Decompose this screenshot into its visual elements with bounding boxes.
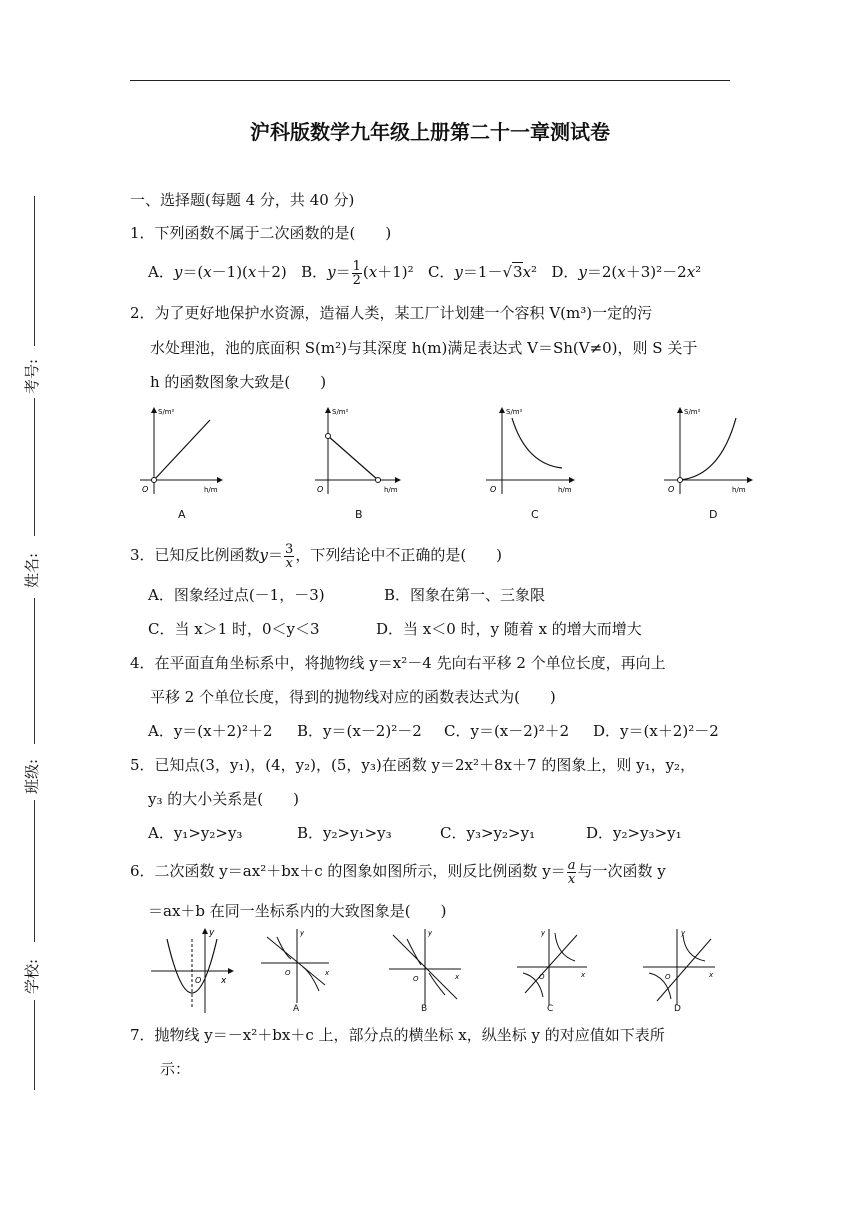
q2-graph-b bbox=[315, 408, 400, 494]
page-title: 沪科版数学九年级上册第二十一章测试卷 bbox=[250, 120, 610, 144]
q6-c-axis-x: x bbox=[581, 971, 586, 979]
q1-option-a-label: A． bbox=[148, 263, 174, 281]
q6-d-axis-y: y bbox=[681, 929, 686, 937]
q1-option-d-label: D． bbox=[551, 263, 579, 281]
q6-graphs bbox=[145, 925, 725, 1020]
q7-line-1: 7．抛物线 y＝－x²＋bx＋c 上，部分点的横坐标 x，纵坐标 y 的对应值如下表所 bbox=[130, 1026, 665, 1044]
q5-option-a: A．y₁>y₂>y₃ bbox=[148, 824, 243, 842]
q5-option-b: B．y₂>y₁>y₃ bbox=[297, 824, 392, 842]
q2-c-axis-y: S/m² bbox=[506, 408, 523, 416]
q6-b-axis-y: y bbox=[428, 929, 433, 937]
q5-line-1: 5．已知点(3，y₁)，(4，y₂)，(5，y₃)在函数 y＝2x²＋8x＋7 的图象上，则 y₁，y₂， bbox=[130, 756, 696, 774]
q4-option-c: C．y＝(x－2)²＋2 bbox=[444, 722, 570, 740]
section-heading: 一、选择题(每题 4 分，共 40 分) bbox=[130, 191, 355, 209]
q3-option-c: C．当 x＞1 时，0＜y＜3 bbox=[148, 620, 320, 638]
exam-number-label: 考号: bbox=[23, 358, 42, 395]
q6-graph-d bbox=[643, 929, 715, 1005]
q6-line-1-post: 与一次函数 y bbox=[577, 862, 666, 880]
q5-option-d: D．y₂>y₃>y₁ bbox=[586, 824, 682, 842]
q6-line-1-pre: 6．二次函数 y＝ax²＋bx＋c 的图象如图所示，则反比例函数 y＝ bbox=[130, 862, 566, 880]
q2-label-c: C bbox=[531, 508, 539, 521]
q4-line-2: 平移 2 个单位长度，得到的抛物线对应的函数表达式为( ) bbox=[150, 688, 556, 706]
q6-graph-a bbox=[261, 929, 330, 1003]
q2-d-axis-x: h/m bbox=[732, 486, 746, 494]
q2-a-origin: O bbox=[142, 485, 149, 494]
margin-line bbox=[34, 598, 35, 744]
q2-graph-d bbox=[664, 408, 752, 494]
q2-graphs bbox=[130, 402, 770, 502]
q6-d-axis-x: x bbox=[709, 971, 714, 979]
q5-line-2: y₃ 的大小关系是( ) bbox=[148, 790, 299, 808]
q6-p-axis-x: x bbox=[221, 976, 227, 986]
q3-option-a: A．图象经过点(－1，－3) bbox=[148, 586, 325, 604]
q7-line-2: 示： bbox=[160, 1060, 191, 1078]
q3-stem-pre: 3．已知反比例函数 bbox=[130, 546, 260, 564]
q2-b-axis-x: h/m bbox=[384, 486, 398, 494]
q2-graph-a bbox=[140, 408, 222, 494]
q2-line-3: h 的函数图象大致是( ) bbox=[150, 373, 327, 391]
margin-line bbox=[34, 800, 35, 942]
q2-b-axis-y: S/m² bbox=[332, 408, 349, 416]
q2-a-axis-y: S/m² bbox=[158, 408, 175, 416]
q6-label-a: A bbox=[293, 1004, 300, 1014]
q6-parabola-graph bbox=[151, 928, 233, 1013]
q3-option-d: D．当 x＜0 时，y 随着 x 的增大而增大 bbox=[376, 620, 642, 638]
margin-line bbox=[34, 196, 35, 346]
q4-option-b: B．y＝(x－2)²－2 bbox=[297, 722, 422, 740]
q6-label-c: C bbox=[547, 1004, 554, 1014]
q6-a-axis-y: y bbox=[300, 929, 305, 937]
q2-label-b: B bbox=[355, 508, 363, 521]
q2-c-origin: O bbox=[490, 485, 497, 494]
q6-a-origin: O bbox=[285, 969, 291, 977]
q6-b-axis-x: x bbox=[455, 973, 460, 981]
q6-c-axis-y: y bbox=[541, 929, 546, 937]
q6-p-axis-y: y bbox=[209, 928, 215, 938]
q4-line-1: 4．在平面直角坐标系中，将抛物线 y＝x²－4 先向右平移 2 个单位长度，再向上 bbox=[130, 654, 666, 672]
school-label: 学校: bbox=[23, 958, 42, 995]
margin-line bbox=[34, 398, 35, 536]
q2-a-axis-x: h/m bbox=[204, 486, 218, 494]
class-label: 班级: bbox=[23, 758, 42, 795]
q5-option-c: C．y₃>y₂>y₁ bbox=[440, 824, 536, 842]
q2-c-axis-x: h/m bbox=[558, 486, 572, 494]
q6-label-b: B bbox=[421, 1004, 428, 1014]
q6-b-origin: O bbox=[413, 975, 419, 983]
q2-line-1: 2．为了更好地保护水资源，造福人类，某工厂计划建一个容积 V(m³)一定的污 bbox=[130, 304, 653, 322]
q1-stem: 1．下列函数不属于二次函数的是( ) bbox=[130, 224, 392, 242]
q1-option-c-label: C． bbox=[427, 263, 455, 281]
q6-a-axis-x: x bbox=[325, 969, 330, 977]
q2-graph-c bbox=[486, 408, 574, 494]
q3-stem: 3．已知反比例函数y＝ $\frac{3}{x}$ ，下列结论中不正确的是( ) bbox=[130, 541, 503, 571]
q2-d-origin: O bbox=[668, 485, 675, 494]
q2-d-axis-y: S/m² bbox=[684, 408, 701, 416]
name-label: 姓名: bbox=[23, 552, 42, 589]
q6-line-2: ＝ax＋b 在同一坐标系内的大致图象是( ) bbox=[148, 902, 447, 920]
q3-stem-post: ，下列结论中不正确的是( ) bbox=[295, 546, 503, 564]
q6-c-origin: O bbox=[539, 973, 545, 981]
q2-label-d: D bbox=[709, 508, 718, 521]
header-rule bbox=[130, 80, 730, 81]
q6-label-d: D bbox=[674, 1004, 681, 1014]
q6-graph-c bbox=[517, 929, 587, 1005]
q3-option-b: B．图象在第一、三象限 bbox=[384, 586, 546, 604]
q6-graph-b bbox=[389, 929, 461, 1005]
q6-line-1: 6．二次函数 y＝ax²＋bx＋c 的图象如图所示，则反比例函数 y＝ $\frac{a}{x}$ 与一次函数 y bbox=[130, 857, 666, 887]
q6-p-origin: O bbox=[195, 976, 202, 985]
margin-line bbox=[34, 1000, 35, 1090]
q2-label-a: A bbox=[178, 508, 186, 521]
q6-d-origin: O bbox=[665, 973, 671, 981]
q4-option-d: D．y＝(x＋2)²－2 bbox=[593, 722, 719, 740]
q2-line-2: 水处理池，池的底面积 S(m²)与其深度 h(m)满足表达式 V＝Sh(V≠0)，则 S 关于 bbox=[150, 339, 698, 357]
q1-option-b-label: B． bbox=[301, 263, 328, 281]
q4-option-a: A．y＝(x＋2)²＋2 bbox=[148, 722, 273, 740]
q1-options: A．y＝(x－1)(x＋2) B．y＝ $\frac{1}{2}$ (x＋1)² C．y＝1－√3x² D．y＝2(x＋3)²－2x² bbox=[148, 258, 702, 288]
q2-b-origin: O bbox=[317, 485, 324, 494]
